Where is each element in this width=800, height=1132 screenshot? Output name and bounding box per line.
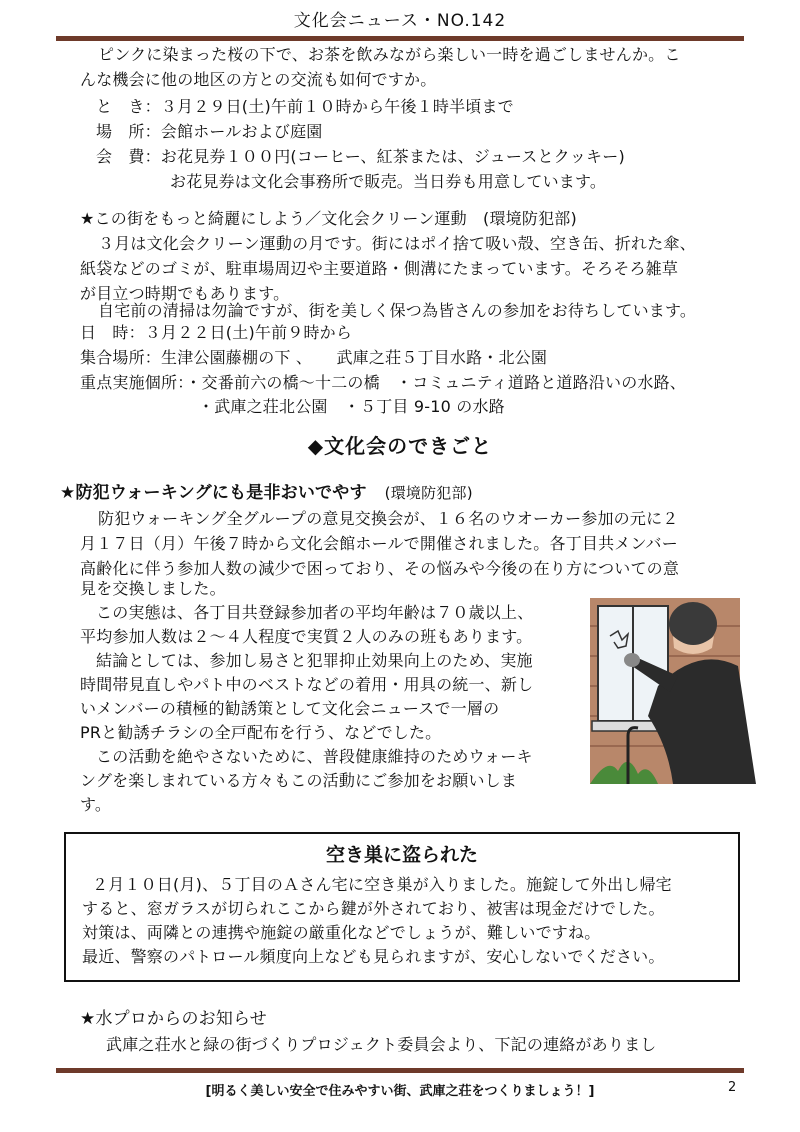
mizupro-line: 武庫之荘水と緑の街づくりプロジェクト委員会より、下記の連絡がありまし xyxy=(106,1035,657,1054)
header-rule xyxy=(56,36,744,41)
burglary-line-3: 対策は、両隣との連携や施錠の厳重化などでしょうが、難しいですね。 xyxy=(82,923,601,942)
walking-heading-note: (環境防犯部) xyxy=(384,484,473,502)
cleanup-line-4: 自宅前の清掃は勿論ですが、街を美しく保つ為皆さんの参加をお待ちしています。 xyxy=(98,301,697,320)
walking-line-8: 時間帯見直しやパト中のベストなどの着用・用具の統一、新し xyxy=(80,675,534,694)
walking-line-2: 月１７日（月）午後７時から文化会館ホールで開催されました。各丁目共メンバー xyxy=(80,534,678,553)
walking-line-1: 防犯ウォーキング全グループの意見交換会が、１６名のウオーカー参加の元に２ xyxy=(98,509,679,528)
walking-heading: ★防犯ウォーキングにも是非おいでやす xyxy=(60,483,367,503)
hanami-where: 場 所：会館ホールおよび庭園 xyxy=(96,122,323,141)
cleanup-line-2: 紙袋などのゴミが、駐車場周辺や主要道路・側溝にたまっています。そろそろ雑草 xyxy=(80,259,679,278)
walking-line-6: 平均参加人数は２～４人程度で実質２人のみの班もあります。 xyxy=(80,627,533,646)
cleanup-focus-2: ・武庫之荘北公園 ・５丁目 9-10 の水路 xyxy=(198,397,505,416)
walking-line-12: ングを楽しまれている方々もこの活動にご参加をお願いしま xyxy=(80,771,518,790)
walking-line-5: この実態は、各丁目共登録参加者の平均年齢は７０歳以上、 xyxy=(96,603,534,622)
footer-slogan: [明るく美しい安全で住みやすい街、武庫之荘をつくりましょう！] xyxy=(205,1084,595,1099)
cleanup-line-1: ３月は文化会クリーン運動の月です。街にはポイ捨て吸い殻、空き缶、折れた傘、 xyxy=(98,234,696,253)
cleanup-meeting: 集合場所：生津公園藤棚の下 、 武庫之荘５丁目水路・北公園 xyxy=(80,348,548,367)
walking-heading-row xyxy=(60,482,473,504)
walking-line-4: 見を交換しました。 xyxy=(80,579,226,598)
section-title-events: ◆文化会のできごと xyxy=(307,434,493,458)
page-number: 2 xyxy=(728,1080,737,1095)
burglary-line-1: ２月１０日(月)、５丁目のＡさん宅に空き巣が入りました。施錠して外出し帰宅 xyxy=(92,875,672,894)
hanami-when: と き：３月２９日(土)午前１０時から午後１時半頃まで xyxy=(96,97,514,116)
burglary-title: 空き巣に盗られた xyxy=(325,844,478,866)
walking-line-10: PRと勧誘チラシの全戸配布を行う、などでした。 xyxy=(80,723,442,742)
burglary-line-2: すると、窓ガラスが切られここから鍵が外されており、被害は現金だけでした。 xyxy=(82,899,665,918)
burglary-line-4: 最近、警察のパトロール頻度向上なども見られますが、安心しないでください。 xyxy=(82,947,665,966)
cleanup-line-3: が目立つ時期でもあります。 xyxy=(80,284,290,303)
hanami-line-1: ピンクに染まった桜の下で、お茶を飲みながら楽しい一時を過ごしませんか。こ xyxy=(98,45,681,64)
walking-line-13: す。 xyxy=(80,795,112,814)
walking-line-3: 高齢化に伴う参加人数の減少で困っており、その悩みや今後の在り方についての意 xyxy=(80,559,680,578)
hanami-fee: 会 費：お花見券１００円(コーヒー、紅茶または、ジュースとクッキー) xyxy=(96,147,625,166)
cleanup-heading: ★この街をもっと綺麗にしよう／文化会クリーン運動 (環境防犯部) xyxy=(80,209,577,228)
footer-rule xyxy=(56,1068,744,1073)
mizupro-heading: ★水プロからのお知らせ xyxy=(80,1009,267,1029)
cleanup-focus-1: 重点実施個所：・交番前六の橋～十二の橋 ・コミュニティ道路と道路沿いの水路、 xyxy=(80,373,687,392)
walking-line-9: いメンバーの積極的勧誘策として文化会ニュースで一層の xyxy=(80,699,500,718)
burglar-at-window-icon xyxy=(588,596,758,786)
cleanup-date: 日 時：３月２２日(土)午前９時から xyxy=(80,323,353,342)
walking-line-7: 結論としては、参加し易さと犯罪抑止効果向上のため、実施 xyxy=(96,651,533,670)
newsletter-title: 文化会ニュース・NO.142 xyxy=(293,11,507,31)
hanami-fee-note: お花見券は文化会事務所で販売。当日券も用意しています。 xyxy=(170,172,607,191)
hanami-line-2: んな機会に他の地区の方との交流も如何ですか。 xyxy=(80,70,437,89)
walking-line-11: この活動を絶やさないために、普段健康維持のためウォーキ xyxy=(96,747,533,766)
